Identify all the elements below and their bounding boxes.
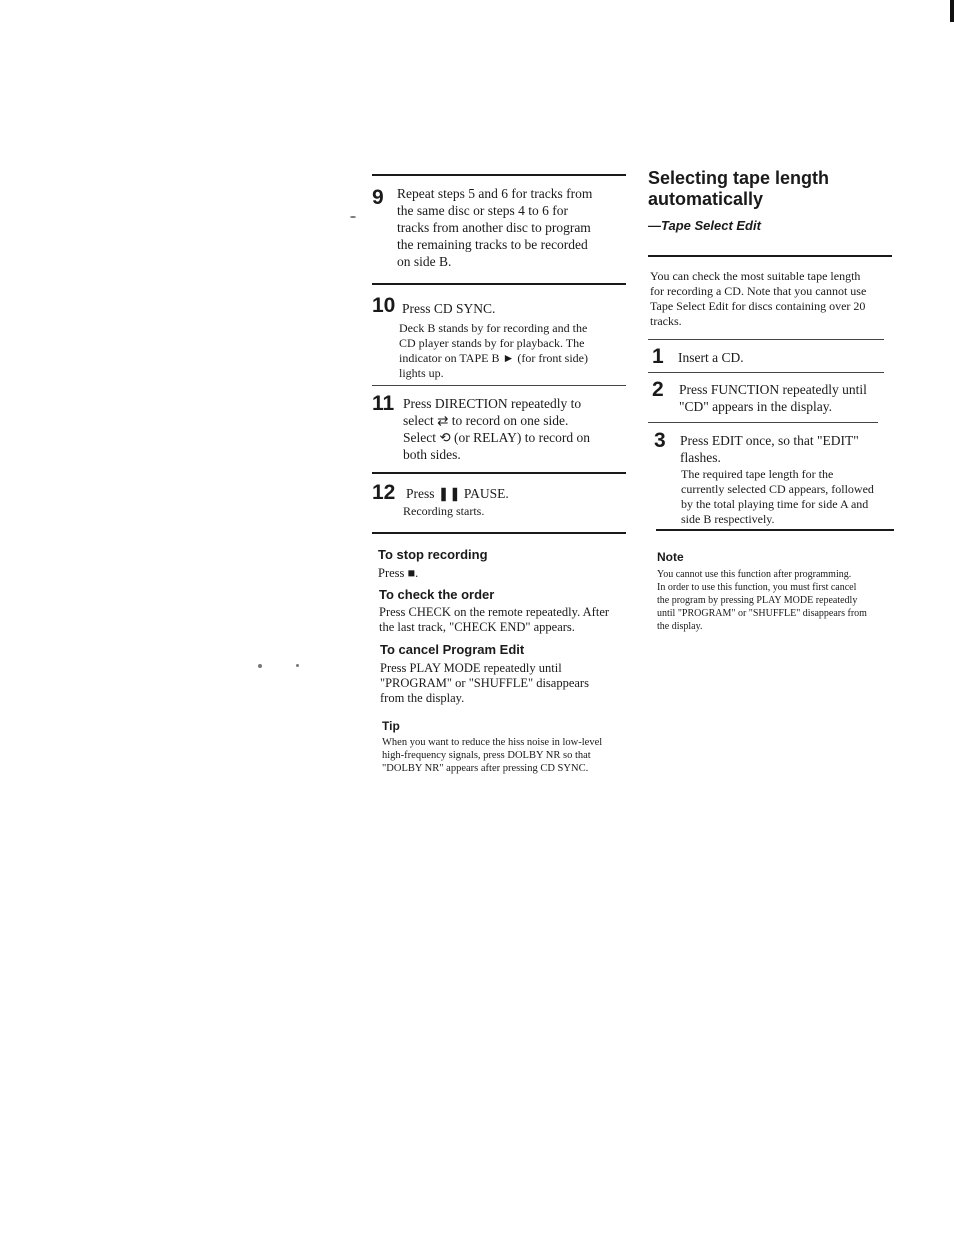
left-column [372,174,626,775]
page-edge-mark [950,0,954,22]
cancel-program-section [380,642,626,706]
section-heading: To cancel Program Edit [380,642,525,657]
divider [372,283,626,285]
step-number: 12 [372,481,396,504]
section-heading: Tip [382,719,400,733]
step-9 [372,185,626,273]
note-section [657,549,898,633]
step-text: Repeat steps 5 and 6 for tracks from the same disc or steps 4 to 6 for tracks from another disc to program the remaining tracks to be recorded on side B. [397,186,593,269]
section-text: Press CHECK on the remote repeatedly. After the last track, "CHECK END" appears. [379,605,610,634]
page-title: Selecting tape length automatically [648,168,830,209]
step-text: Press EDIT once, so that "EDIT" flashes. [680,433,859,465]
section-heading: Note [657,550,684,564]
divider [656,529,894,531]
step-12 [372,482,626,520]
page-subtitle: —Tape Select Edit [648,218,761,233]
divider [372,532,626,534]
step-number: 11 [372,392,395,415]
section-text: Press ■. [378,566,419,580]
step-3 [648,429,898,526]
step-11 [372,393,626,465]
divider [372,472,626,474]
step-number: 10 [372,294,396,317]
step-1 [648,346,898,372]
scan-speck [258,664,262,668]
scan-speck [296,664,299,667]
step-2 [648,379,898,419]
step-number: 1 [652,345,664,368]
check-order-section [379,587,626,635]
stop-recording-section [378,547,626,581]
divider [648,255,892,257]
scan-speck [350,216,356,218]
step-detail: Deck B stands by for recording and the CD player stands by for playback. The indicator on TAPE B ► (for front side) lights up. [399,321,588,380]
section-text: You cannot use this function after programming. In order to use this function, you must first cancel the program by pressing PLAY MODE repeatedly until "PROGRAM" or "SHUFFLE" disappears from the display. [657,569,867,632]
step-detail: Recording starts. [403,504,485,518]
divider [372,174,626,176]
right-column [648,168,898,633]
section-text: When you want to reduce the hiss noise in low-level high-frequency signals, press DOLBY NR so that "DOLBY NR" appears after pressing CD SYNC. [382,737,603,774]
step-detail: The required tape length for the currently selected CD appears, followed by the total playing time for side A and side B respectively. [681,467,874,526]
section-heading: To stop recording [378,547,488,562]
step-number: 3 [654,429,666,452]
step-text: Press ❚❚ PAUSE. [406,486,509,501]
divider [648,422,878,423]
step-text: Press DIRECTION repeatedly to select ⇄ to record on one side. Select ⟲ (or RELAY) to record on both sides. [403,396,591,462]
intro-text: You can check the most suitable tape length for recording a CD. Note that you cannot use Tape Select Edit for discs containing over 20 tracks. [650,269,867,328]
divider [372,385,626,386]
step-text: Press CD SYNC. [402,301,496,316]
step-number: 9 [372,186,384,209]
divider [648,339,884,340]
step-10 [372,295,626,379]
step-number: 2 [652,378,664,401]
section-heading: To check the order [379,587,495,602]
step-text: Press FUNCTION repeatedly until "CD" appears in the display. [679,382,867,414]
divider [648,372,884,373]
tip-section [382,718,626,775]
step-text: Insert a CD. [678,350,744,365]
section-text: Press PLAY MODE repeatedly until "PROGRAM" or "SHUFFLE" disappears from the display. [380,661,589,705]
